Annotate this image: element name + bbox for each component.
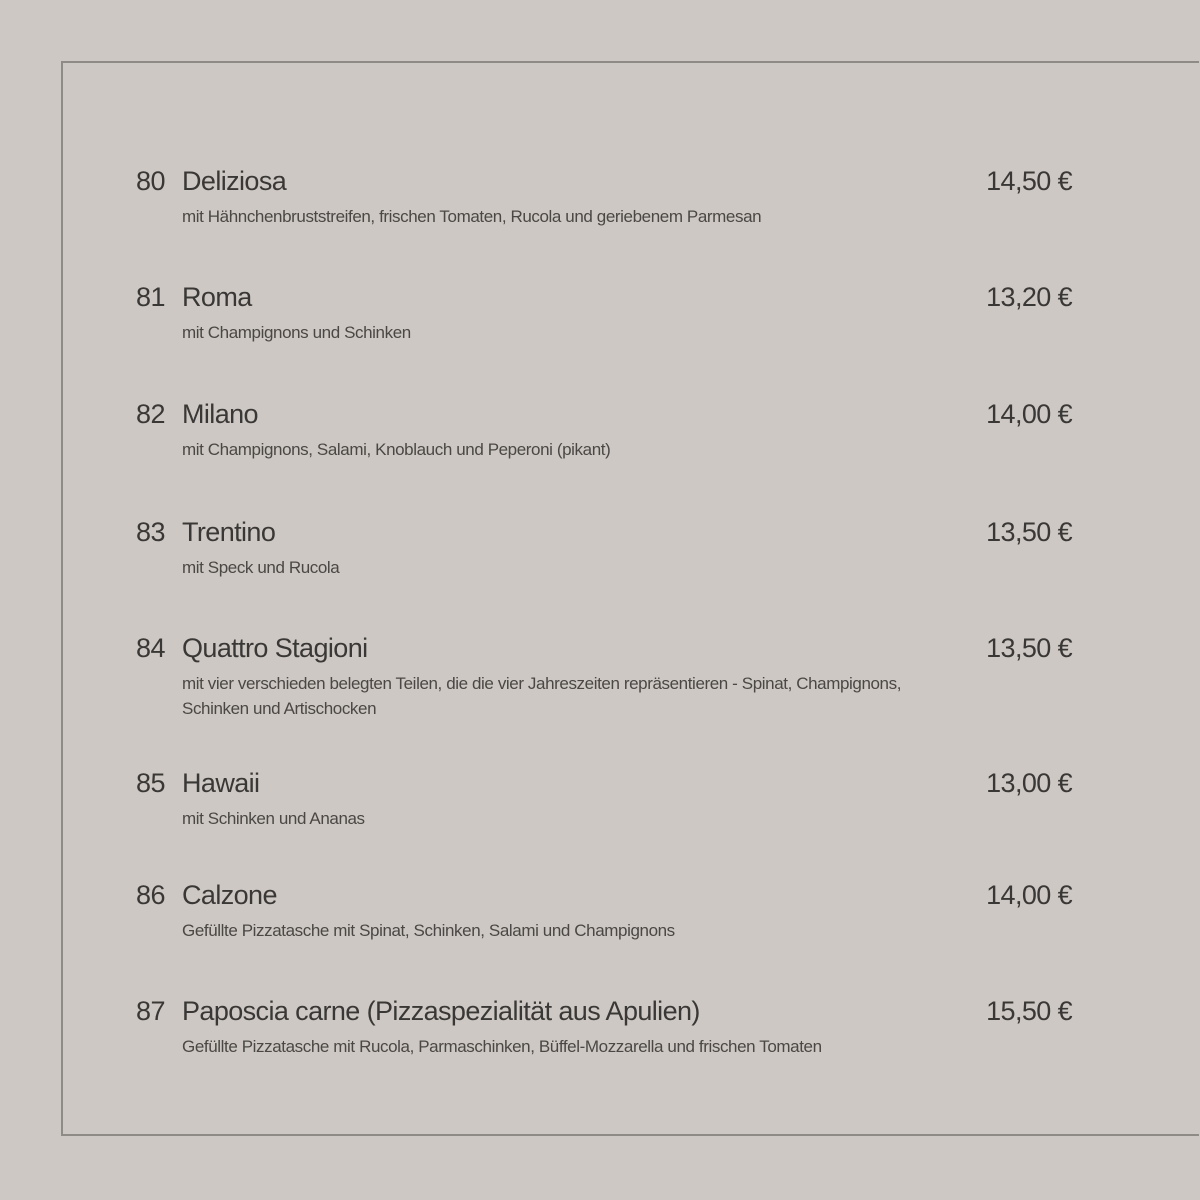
item-price: 15,50 € (986, 996, 1072, 1026)
item-number: 84 (135, 633, 165, 663)
item-name: Paposcia carne (Pizzaspezialität aus Apulien) (182, 996, 700, 1026)
menu-item-85 (0, 768, 1200, 848)
item-price: 13,00 € (986, 768, 1072, 798)
menu-item-86 (0, 880, 1200, 960)
item-description: mit Champignons, Salami, Knoblauch und Peperoni (pikant) (182, 440, 611, 459)
menu-item-83 (0, 517, 1200, 597)
item-price: 14,00 € (986, 399, 1072, 429)
item-number: 81 (135, 282, 165, 312)
item-name: Calzone (182, 880, 277, 910)
item-price: 13,50 € (986, 633, 1072, 663)
item-number: 85 (135, 768, 165, 798)
item-description: Gefüllte Pizzatasche mit Spinat, Schinken, Salami und Champignons (182, 921, 675, 940)
item-name: Milano (182, 399, 258, 429)
item-description: mit Champignons und Schinken (182, 323, 411, 342)
menu-item-81 (0, 282, 1200, 362)
item-number: 87 (135, 996, 165, 1026)
item-number: 83 (135, 517, 165, 547)
menu-item-84 (0, 633, 1200, 733)
item-number: 80 (135, 166, 165, 196)
item-price: 14,00 € (986, 880, 1072, 910)
menu-item-80 (0, 166, 1200, 246)
item-name: Deliziosa (182, 166, 287, 196)
item-price: 13,20 € (986, 282, 1072, 312)
item-description: mit vier verschieden belegten Teilen, die die vier Jahreszeiten repräsentieren - Spinat, Champignons, Schinken und Artischocken (182, 674, 902, 718)
item-description: mit Speck und Rucola (182, 558, 340, 577)
item-number: 82 (135, 399, 165, 429)
item-description: mit Schinken und Ananas (182, 809, 365, 828)
item-description: mit Hähnchenbruststreifen, frischen Tomaten, Rucola und geriebenem Parmesan (182, 207, 762, 226)
item-price: 14,50 € (986, 166, 1072, 196)
item-number: 86 (135, 880, 165, 910)
item-name: Hawaii (182, 768, 260, 798)
item-name: Roma (182, 282, 252, 312)
item-description: Gefüllte Pizzatasche mit Rucola, Parmaschinken, Büffel-Mozzarella und frischen Tomaten (182, 1037, 822, 1056)
menu-item-87 (0, 996, 1200, 1076)
menu-item-82 (0, 399, 1200, 479)
item-price: 13,50 € (986, 517, 1072, 547)
item-name: Quattro Stagioni (182, 633, 368, 663)
item-name: Trentino (182, 517, 276, 547)
